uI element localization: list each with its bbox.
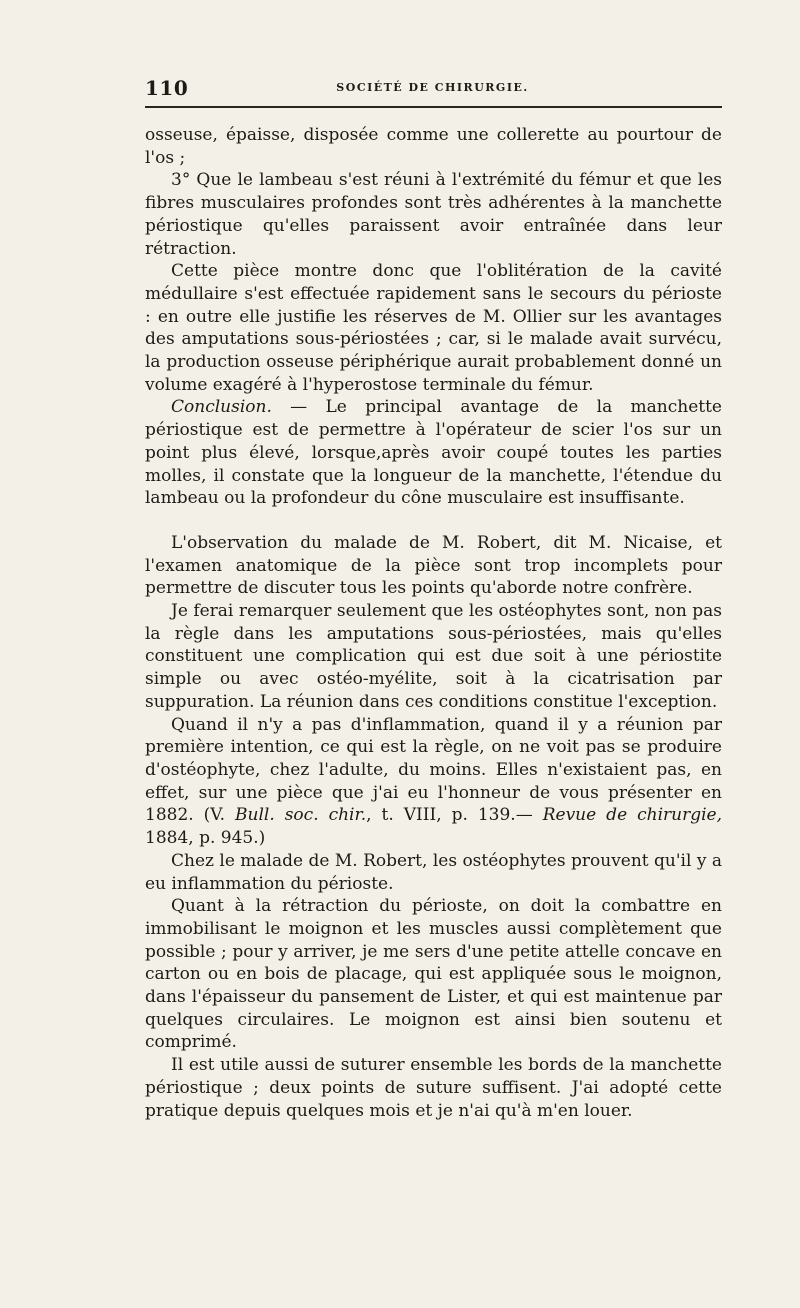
paragraph: Il est utile aussi de suturer ensemble les bords de la manchette périostique ; deux points de suture suffisent. J'ai adopté cette pratique depuis quelques mois et je n'ai qu'à m'en louer. bbox=[145, 1055, 722, 1121]
conclusion-dash: — bbox=[271, 397, 326, 418]
paragraph: Cette pièce montre donc que l'oblitération de la cavité médullaire s'est effectuée rapidement sans le secours du périoste : en outre elle justifie les réserves de M. Ollier sur les avantages des amputations sous-périostées ; car, si le malade avait survécu, la production osseuse périphérique aurait probablement donné un volume exagéré à l'hyperostose terminale du fémur. bbox=[145, 261, 722, 395]
page-header bbox=[145, 76, 720, 100]
citation-journal: Bull. soc. chir. bbox=[235, 805, 367, 826]
body-text bbox=[145, 124, 722, 1122]
page-number: 110 bbox=[145, 76, 189, 100]
conclusion-label: Conclusion. bbox=[171, 397, 272, 418]
citation-details: 1884, p. 945.) bbox=[145, 828, 266, 849]
conclusion-paragraph bbox=[145, 396, 722, 510]
paragraph: Je ferai remarquer seulement que les ostéophytes sont, non pas la règle dans les amputations sous-périostées, mais qu'elles constituent une complication qui est due soit à une périostite simple ou avec ostéo-myélite, soit à la cicatrisation par suppuration. La réunion dans ces conditions constitue l'exception. bbox=[145, 601, 722, 712]
paragraph: 3° Que le lambeau s'est réuni à l'extrémité du fémur et que les fibres musculaires profondes sont très adhérentes à la manchette périostique qu'elles paraissent avoir entraînée dans leur rétraction. bbox=[145, 170, 722, 259]
paragraph-text: Quand il n'y a pas d'inflammation, quand il y a réunion par première intention, ce qui est la règle, on ne voit pas se produire d'ostéophyte, chez l'adulte, du moins. Elles n'existaient pas, en effet, sur une pièce que j'ai eu l'honneur de vous présenter en 1882. (V. bbox=[145, 714, 722, 826]
running-title: SOCIÉTÉ DE CHIRURGIE. bbox=[336, 81, 529, 94]
citation-paragraph bbox=[145, 714, 722, 850]
citation-volume: , t. VIII, p. 139.— bbox=[366, 805, 543, 826]
paragraph: Chez le malade de M. Robert, les ostéophytes prouvent qu'il y a eu inflammation du périoste. bbox=[145, 850, 722, 894]
citation-review: Revue de chirurgie, bbox=[542, 805, 723, 826]
header-rule bbox=[145, 106, 722, 108]
conclusion-text: Le principal avantage de la manchette périostique est de permettre à l'opérateur de scier l'os sur un point plus élevé, lorsque,après avoir coupé toutes les parties molles, il constate que la longueur de la manchette, l'étendue du lambeau ou la profondeur du cône musculaire est insuffisante. bbox=[145, 397, 722, 509]
paragraph: Quant à la rétraction du périoste, on doit la combattre en immobilisant le moignon et les muscles aussi complètement que possible ; pour y arriver, je me sers d'une petite attelle concave en carton ou en bois de placage, qui est appliquée sous le moignon, dans l'épaisseur du pansement de Lister, et qui est maintenue par quelques circulaires. Le moignon est ainsi bien soutenu et comprimé. bbox=[145, 896, 722, 1053]
paragraph: osseuse, épaisse, disposée comme une collerette au pourtour de l'os ; bbox=[145, 125, 722, 168]
paragraph: L'observation du malade de M. Robert, dit M. Nicaise, et l'examen anatomique de la pièce sont trop incomplets pour permettre de discuter tous les points qu'aborde notre confrère. bbox=[145, 532, 722, 599]
